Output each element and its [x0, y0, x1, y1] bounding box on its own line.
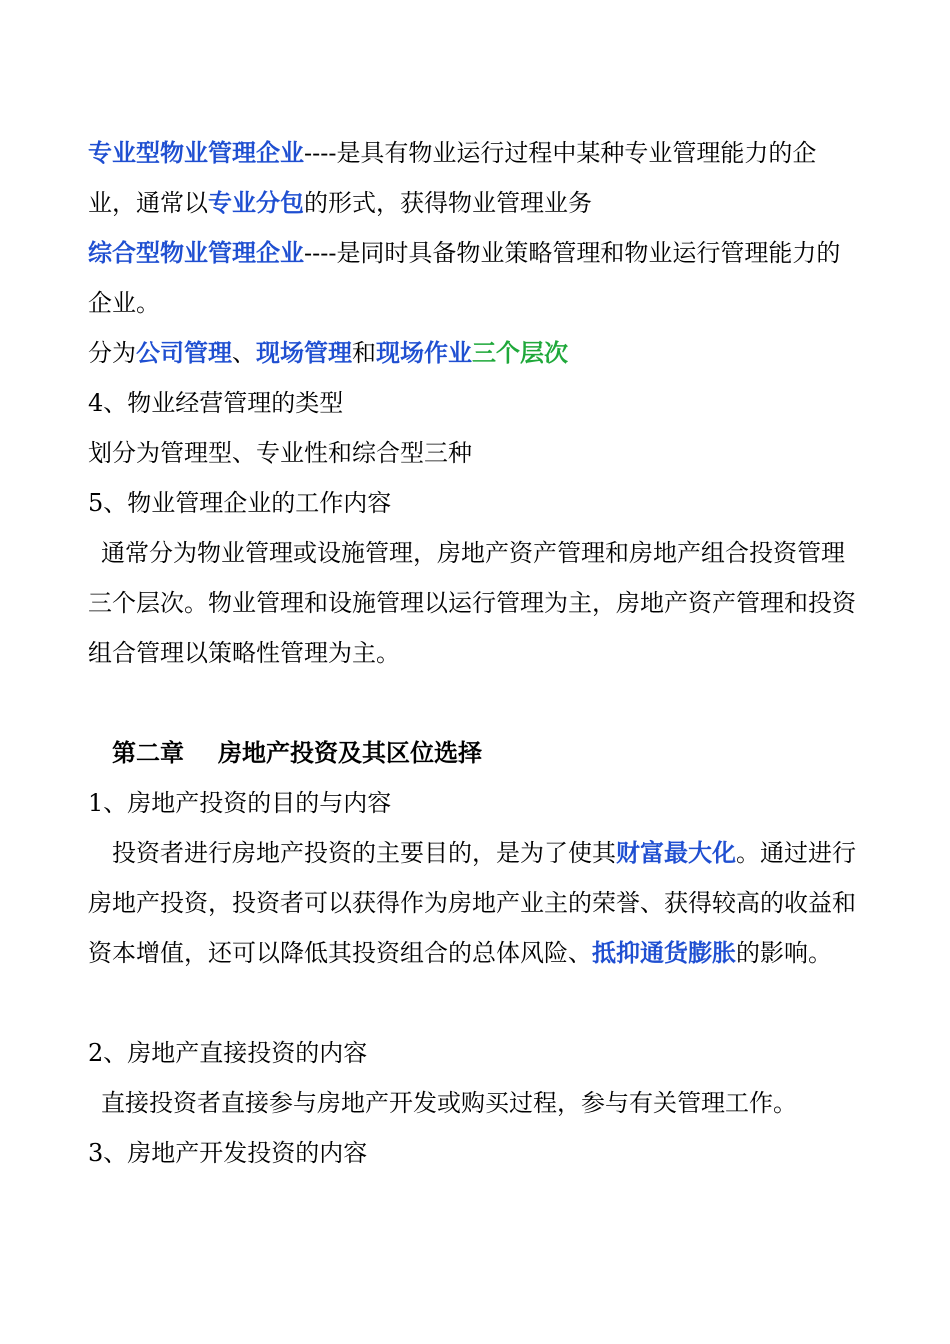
text: 、 [232, 339, 256, 367]
term-inflation-hedge: 抵抑通货膨胀 [592, 939, 736, 967]
text: 和 [352, 339, 376, 367]
text: 分为 [88, 339, 136, 367]
term-comprehensive-enterprise: 综合型物业管理企业 [88, 239, 304, 267]
answer-2: 直接投资者直接参与房地产开发或购买过程，参与有关管理工作。 [101, 1089, 797, 1117]
blank-line [88, 978, 863, 1028]
answer-5: 通常分为物业管理或设施管理，房地产资产管理和房地产组合投资管理三个层次。物业管理和设施管理以运行管理为主，房地产资产管理和投资组合管理以策略性管理为主。 [88, 539, 856, 667]
question-4: 4、物业经营管理的类型 [88, 389, 344, 417]
term-wealth-maximization: 财富最大化 [616, 839, 736, 867]
paragraph-specialized-enterprise [88, 128, 863, 228]
text: 的影响。 [736, 939, 832, 967]
paragraph-three-levels [88, 328, 863, 378]
term-specialized-enterprise: 专业型物业管理企业 [88, 139, 304, 167]
term-company-management: 公司管理 [136, 339, 232, 367]
text: 。通过进行房地产投资，投资者可以获得作为房地产业主的荣誉、获得较高的收益和资本增值，还可以降低其投资组合的总体风险、 [88, 839, 856, 967]
chapter-number: 第二章 [112, 738, 184, 767]
term-subcontract: 专业分包 [208, 189, 304, 217]
text: 投资者进行房地产投资的主要目的，是为了使其 [112, 839, 616, 867]
question-3: 3、房地产开发投资的内容 [88, 1139, 368, 1167]
definition-text: 的形式，获得物业管理业务 [304, 189, 592, 217]
question-2: 2、房地产直接投资的内容 [88, 1039, 368, 1067]
paragraph-comprehensive-enterprise [88, 228, 863, 328]
answer-1 [88, 828, 863, 978]
answer-4: 划分为管理型、专业性和综合型三种 [88, 439, 472, 467]
question-5: 5、物业管理企业的工作内容 [88, 489, 392, 517]
document-page [88, 128, 863, 1178]
dash: ---- [304, 139, 337, 167]
chapter-title: 房地产投资及其区位选择 [218, 738, 482, 767]
blank-line [88, 678, 863, 728]
chapter-heading [88, 728, 863, 778]
dash: ---- [304, 239, 337, 267]
definition-text: 是具有物业运行过程中某种专业管理能力的企业，通常以 [88, 139, 817, 217]
definition-text: 是同时具备物业策略管理和物业运行管理能力的企业。 [88, 239, 841, 317]
term-site-management: 现场管理 [256, 339, 352, 367]
question-1: 1、房地产投资的目的与内容 [88, 789, 392, 817]
term-three-levels: 三个层次 [472, 339, 568, 367]
term-site-operation: 现场作业 [376, 339, 472, 367]
